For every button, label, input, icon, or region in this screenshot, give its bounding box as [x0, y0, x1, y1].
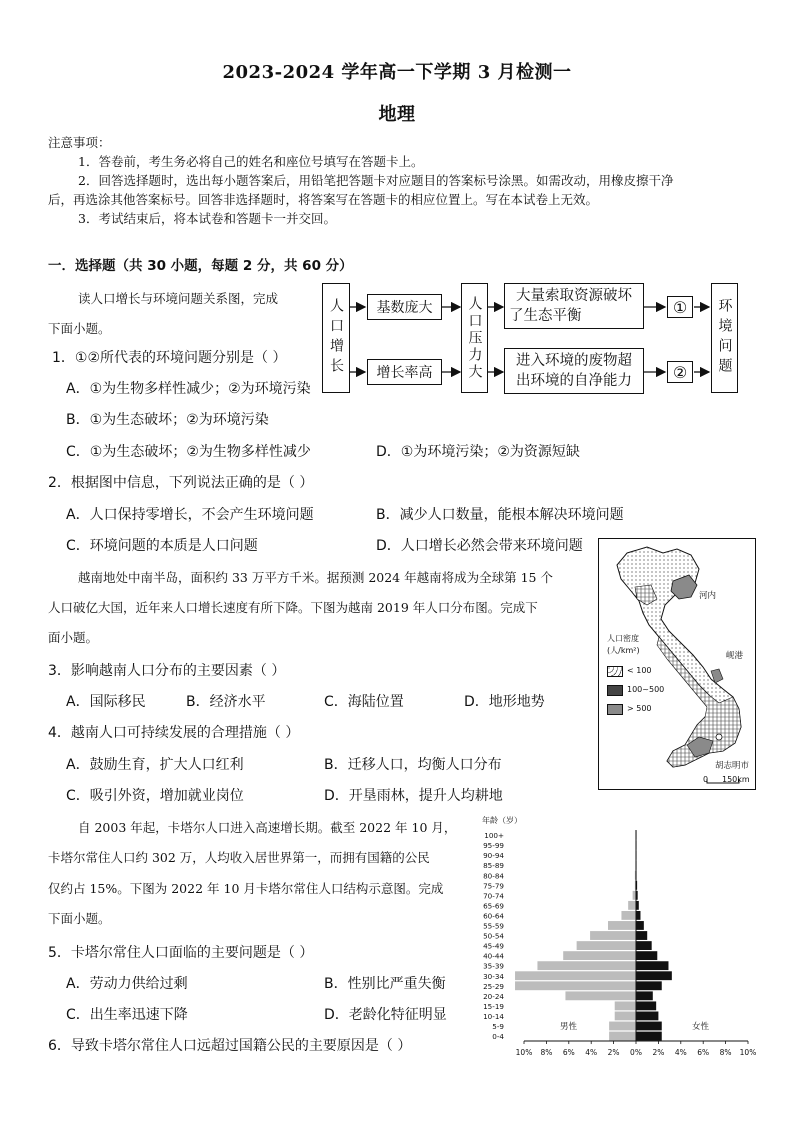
age-tick-label: 40-44: [483, 951, 504, 961]
label-hanoi: 河内: [699, 591, 717, 601]
age-tick-label: 80-84: [483, 871, 504, 881]
age-tick-label: 100+: [484, 831, 504, 841]
waste-overload-line1: 进入环境的废物超: [516, 353, 632, 369]
note-item: 后，再选涂其他答案标号。回答非选择题时，将答案写在答题卡的相应位置上。写在本试卷上无效。: [48, 192, 599, 207]
question-4-stem: 4．越南人口可持续发展的合理措施（ ）: [48, 725, 300, 741]
y-axis-title: 年龄（岁）: [482, 816, 522, 825]
q5-option-d[interactable]: D．老龄化特征明显: [324, 1007, 447, 1023]
male-bar: [608, 921, 636, 930]
female-label: 女性: [692, 1022, 710, 1033]
age-tick-label: 50-54: [483, 931, 504, 941]
age-tick-label: 35-39: [483, 961, 504, 971]
high-growth-rate-box: 增长率高: [367, 359, 442, 385]
label-hochiminh: 胡志明市: [715, 761, 750, 771]
age-tick-label: 55-59: [483, 921, 504, 931]
q1-option-c[interactable]: C．①为生态破坏；②为生物多样性减少: [66, 444, 311, 460]
age-tick-label: 90-94: [483, 851, 504, 861]
q1-option-a[interactable]: A．①为生物多样性减少；②为环境污染: [66, 381, 311, 397]
problem-one-box: ①: [667, 296, 693, 318]
female-bar: [636, 951, 657, 960]
x-tick-label: 0%: [630, 1048, 642, 1058]
population-pressure-box: [461, 283, 488, 393]
female-bar: [636, 921, 644, 930]
female-bar: [636, 1022, 662, 1031]
male-bar: [621, 911, 636, 920]
q3-option-c[interactable]: C．海陆位置: [324, 694, 404, 710]
age-tick-label: 95-99: [483, 841, 504, 851]
population-pressure-label: 人口压力大: [466, 295, 483, 381]
male-bar: [563, 951, 636, 960]
legend-swatch-low: [607, 666, 623, 677]
waste-overload-box: [504, 348, 644, 394]
female-bar: [636, 981, 662, 990]
legend-title: 人口密度: [607, 634, 639, 643]
environment-problem-box: [711, 283, 738, 393]
x-tick-label: 2%: [652, 1048, 665, 1058]
q4-option-a[interactable]: A．鼓励生育，扩大人口红利: [66, 757, 244, 773]
resource-destruction-line1: 大量索取资源破坏: [516, 288, 632, 304]
female-bar: [636, 1001, 656, 1010]
resource-destruction-box: [504, 283, 644, 329]
female-bar: [636, 991, 653, 1000]
x-tick-label: 6%: [697, 1048, 710, 1058]
female-bar: [636, 911, 640, 920]
male-bar: [515, 981, 636, 990]
resource-destruction-line2: 了生态平衡: [509, 308, 582, 324]
age-tick-label: 10-14: [483, 1011, 504, 1021]
male-bar: [537, 961, 636, 970]
age-tick-label: 30-34: [483, 971, 504, 981]
legend-unit: (人/km²): [607, 646, 640, 655]
exam-title: 2023-2024 学年高一下学期 3 月检测一: [222, 62, 572, 83]
question-2-stem: 2．根据图中信息，下列说法正确的是（ ）: [48, 475, 314, 491]
note-item: 1．答卷前，考生务必将自己的姓名和座位号填写在答题卡上。: [78, 154, 424, 169]
male-bar: [515, 971, 636, 980]
male-bar: [590, 931, 636, 940]
male-bar: [577, 941, 636, 950]
age-tick-label: 0-4: [492, 1032, 504, 1042]
male-bar: [615, 1012, 636, 1021]
age-tick-label: 65-69: [483, 901, 504, 911]
section-heading: 一．选择题（共 30 小题，每题 2 分，共 60 分）: [48, 258, 353, 274]
female-bar: [636, 961, 668, 970]
q1-option-b[interactable]: B．①为生态破坏；②为环境污染: [66, 412, 269, 428]
waste-overload-line2: 出环境的自净能力: [516, 373, 632, 389]
q5-option-c[interactable]: C．出生率迅速下降: [66, 1007, 188, 1023]
q5-option-a[interactable]: A．劳动力供给过剩: [66, 976, 188, 992]
female-bar: [636, 1032, 662, 1041]
legend-label-mid: 100~500: [627, 685, 665, 694]
q4-option-d[interactable]: D．开垦雨林，提升人均耕地: [324, 788, 503, 804]
q4-option-b[interactable]: B．迁移人口，均衡人口分布: [324, 757, 502, 773]
age-tick-label: 5-9: [492, 1022, 504, 1031]
q4-option-c[interactable]: C．吸引外资，增加就业岗位: [66, 788, 244, 804]
question-5-stem: 5．卡塔尔常住人口面临的主要问题是（ ）: [48, 945, 314, 961]
intro-text: 自 2003 年起，卡塔尔人口进入高速增长期。截至 2022 年 10 月，: [78, 820, 457, 835]
subject-title: 地理: [378, 104, 416, 125]
qatar-population-pyramid: [472, 812, 764, 1074]
label-danang: 岘港: [726, 651, 744, 661]
female-bar: [636, 941, 652, 950]
notes-heading: 注意事项：: [48, 135, 111, 150]
population-growth-box: [322, 283, 350, 393]
q3-option-a[interactable]: A．国际移民: [66, 694, 146, 710]
q2-option-b[interactable]: B．减少人口数量，能根本解决环境问题: [376, 507, 624, 523]
male-label: 男性: [560, 1022, 578, 1033]
large-base-box: 基数庞大: [367, 294, 442, 320]
legend-swatch-mid: [607, 685, 623, 696]
note-item: 3．考试结束后，将本试卷和答题卡一并交回。: [78, 211, 336, 226]
intro-text: 越南地处中南半岛，面积约 33 万平方千米。据预测 2024 年越南将成为全球第 15 个: [78, 570, 553, 585]
intro-text: 面小题。: [48, 630, 99, 645]
age-tick-label: 45-49: [483, 941, 504, 951]
scale-label: 150km: [722, 775, 750, 784]
q2-option-c[interactable]: C．环境问题的本质是人口问题: [66, 538, 258, 554]
q3-option-b[interactable]: B．经济水平: [186, 694, 266, 710]
age-tick-label: 60-64: [483, 911, 504, 921]
male-bar: [633, 891, 636, 900]
intro-text: 人口破亿大国，近年来人口增长速度有所下降。下图为越南 2019 年人口分布图。完成下: [48, 600, 538, 615]
male-bar: [609, 1022, 636, 1031]
problem-two-box: ②: [667, 361, 693, 383]
q2-option-d[interactable]: D．人口增长必然会带来环境问题: [376, 538, 583, 554]
age-tick-label: 75-79: [483, 881, 504, 891]
x-tick-label: 4%: [674, 1048, 687, 1058]
x-tick-label: 8%: [719, 1048, 732, 1058]
question-3-stem: 3．影响越南人口分布的主要因素（ ）: [48, 663, 286, 679]
x-tick-label: 4%: [585, 1048, 598, 1058]
male-bar: [615, 1001, 636, 1010]
q5-option-b[interactable]: B．性别比严重失衡: [324, 976, 446, 992]
x-tick-label: 6%: [562, 1048, 575, 1058]
male-bar: [565, 991, 636, 1000]
legend-swatch-high: [607, 704, 623, 715]
age-tick-label: 70-74: [483, 891, 504, 901]
q3-option-d[interactable]: D．地形地势: [464, 694, 545, 710]
age-tick-label: 20-24: [483, 991, 504, 1001]
question-6-stem: 6．导致卡塔尔常住人口远超过国籍公民的主要原因是（ ）: [48, 1038, 412, 1054]
q2-option-a[interactable]: A．人口保持零增长，不会产生环境问题: [66, 507, 314, 523]
male-bar: [609, 1032, 636, 1041]
vietnam-population-map: [598, 538, 756, 790]
question-1-stem: 1．①②所代表的环境问题分别是（ ）: [52, 350, 287, 366]
age-tick-label: 25-29: [483, 981, 504, 991]
q1-option-d[interactable]: D．①为环境污染；②为资源短缺: [376, 444, 580, 460]
vietnam-map-shape: [599, 539, 757, 791]
intro-text: 读人口增长与环境问题关系图，完成: [78, 291, 279, 306]
intro-text: 卡塔尔常住人口约 302 万，人均收入居世界第一，而拥有国籍的公民: [48, 850, 430, 865]
female-bar: [636, 971, 672, 980]
population-growth-label: 人口增长: [328, 298, 344, 378]
intro-text: 仅约占 15%。下图为 2022 年 10 月卡塔尔常住人口结构示意图。完成: [48, 881, 444, 896]
male-bar: [628, 901, 636, 910]
age-tick-label: 85-89: [483, 861, 504, 871]
x-tick-label: 10%: [515, 1048, 533, 1058]
note-item: 2．回答选择题时，选出每小题答案后，用铅笔把答题卡对应题目的答案标号涂黑。如需改动，用橡皮擦干净: [78, 173, 674, 188]
female-bar: [636, 1012, 658, 1021]
environment-problem-label: 环境问题: [716, 298, 733, 378]
legend-label-high: > 500: [627, 704, 652, 713]
scale-zero: 0: [703, 775, 709, 784]
x-tick-label: 8%: [540, 1048, 553, 1058]
legend-label-low: < 100: [627, 666, 652, 675]
intro-text: 下面小题。: [48, 911, 111, 926]
x-tick-label: 2%: [607, 1048, 620, 1058]
female-bar: [636, 931, 647, 940]
intro-text: 下面小题。: [48, 321, 111, 336]
x-tick-label: 10%: [739, 1048, 757, 1058]
age-tick-label: 15-19: [483, 1001, 504, 1011]
